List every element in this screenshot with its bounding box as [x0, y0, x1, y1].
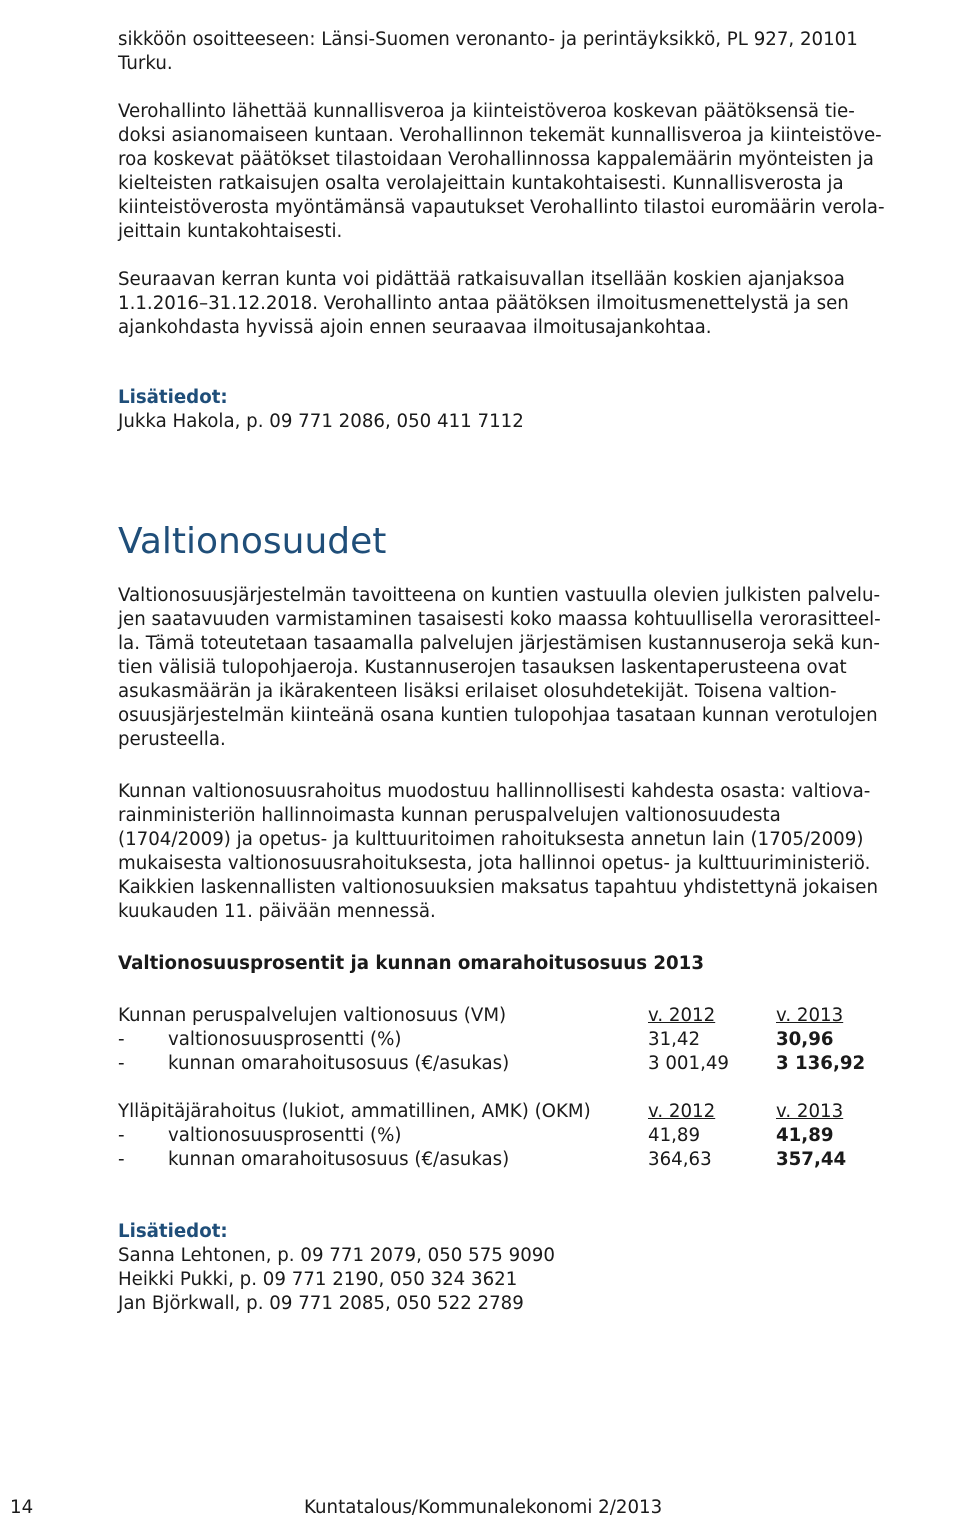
publication-name: Kuntatalous/Kommunalekonomi 2/2013 — [304, 1497, 663, 1518]
text-line: rainministeriön hallinnoimasta kunnan peruspalvelujen valtionosuudesta — [118, 805, 781, 826]
value-2013: 357,44 — [776, 1149, 847, 1170]
row-label: valtionosuusprosentti (%) — [168, 1125, 402, 1146]
text-line: ajankohdasta hyvissä ajoin ennen seuraavaa ilmoitusajankohtaa. — [118, 317, 712, 338]
dash-marker: - — [118, 1149, 125, 1170]
text-line: la. Tämä toteutetaan tasaamalla palvelujen järjestämisen kustannuseroja sekä kun- — [118, 633, 880, 654]
page-number: 14 — [10, 1497, 34, 1518]
dash-marker: - — [118, 1125, 125, 1146]
text-line: kuukauden 11. päivään mennessä. — [118, 901, 436, 922]
info-label: Lisätiedot: — [118, 387, 228, 408]
contact-line: Heikki Pukki, p. 09 771 2190, 050 324 3621 — [118, 1269, 518, 1290]
paragraph-valtionosuus-system — [118, 584, 950, 752]
paragraph-next-period — [118, 268, 950, 340]
contact-line: Sanna Lehtonen, p. 09 771 2079, 050 575 9090 — [118, 1245, 555, 1266]
table-header-row — [118, 1100, 926, 1124]
text-line: mukaisesta valtionosuusrahoituksesta, jota hallinnoi opetus- ja kulttuuriministeriö. — [118, 853, 871, 874]
table-header-row — [118, 1004, 926, 1028]
column-header-2013: v. 2013 — [776, 1101, 844, 1122]
paragraph-valtionosuus-funding — [118, 780, 950, 924]
table-title: Valtionosuusprosentit ja kunnan omarahoitusosuus 2013 — [118, 953, 704, 974]
text-line: kiinteistöverosta myöntämänsä vapautukset Verohallinto tilastoi euromäärin verola- — [118, 197, 885, 218]
dash-marker: - — [118, 1053, 125, 1074]
column-header-2012: v. 2012 — [648, 1005, 716, 1026]
text-line: 1.1.2016–31.12.2018. Verohallinto antaa päätöksen ilmoitusmenettelystä ja sen — [118, 293, 849, 314]
value-2012: 31,42 — [648, 1029, 701, 1050]
info-label: Lisätiedot: — [118, 1221, 228, 1242]
table-header-label: Kunnan peruspalvelujen valtionosuus (VM) — [118, 1005, 507, 1026]
table-row — [118, 1148, 926, 1172]
text-line: Turku. — [118, 53, 173, 74]
text-line: Seuraavan kerran kunta voi pidättää ratkaisuvallan itsellään koskien ajanjaksoa — [118, 269, 845, 290]
column-header-2012: v. 2012 — [648, 1101, 716, 1122]
text-line: jen saatavuuden varmistaminen tasaisesti koko maassa kohtuullisella verorasitteel- — [118, 609, 881, 630]
text-line: kielteisten ratkaisujen osalta verolajeittain kuntakohtaisesti. Kunnallisverosta ja — [118, 173, 844, 194]
row-label: valtionosuusprosentti (%) — [168, 1029, 402, 1050]
row-label: kunnan omarahoitusosuus (€/asukas) — [168, 1053, 510, 1074]
table-peruspalvelut — [118, 1004, 926, 1076]
value-2012: 364,63 — [648, 1149, 712, 1170]
row-label: kunnan omarahoitusosuus (€/asukas) — [168, 1149, 510, 1170]
contact-line: Jan Björkwall, p. 09 771 2085, 050 522 2789 — [118, 1293, 524, 1314]
value-2013: 30,96 — [776, 1029, 834, 1050]
table-header-label: Ylläpitäjärahoitus (lukiot, ammatillinen, AMK) (OKM) — [118, 1101, 591, 1122]
info-contacts — [118, 1244, 950, 1316]
value-2012: 3 001,49 — [648, 1053, 729, 1074]
text-line: Kunnan valtionosuusrahoitus muodostuu hallinnollisesti kahdesta osasta: valtiova- — [118, 781, 871, 802]
info-contact: Jukka Hakola, p. 09 771 2086, 050 411 7112 — [118, 411, 524, 432]
value-2012: 41,89 — [648, 1125, 701, 1146]
value-2013: 3 136,92 — [776, 1053, 866, 1074]
text-line: sikköön osoitteeseen: Länsi-Suomen veronanto- ja perintäyksikkö, PL 927, 20101 — [118, 29, 858, 50]
section-title: Valtionosuudet — [118, 521, 387, 562]
paragraph-decisions — [118, 100, 950, 244]
text-line: asukasmäärän ja ikärakenteen lisäksi erilaiset olosuhdetekijät. Toisena valtion- — [118, 681, 837, 702]
text-line: Verohallinto lähettää kunnallisveroa ja kiinteistöveroa koskevan päätöksensä tie- — [118, 101, 855, 122]
text-line: roa koskevat päätökset tilastoidaan Verohallinnossa kappalemäärin myönteisten ja — [118, 149, 874, 170]
table-row — [118, 1052, 926, 1076]
dash-marker: - — [118, 1029, 125, 1050]
paragraph-address — [118, 28, 950, 76]
text-line: (1704/2009) ja opetus- ja kulttuuritoimen rahoituksesta annetun lain (1705/2009) — [118, 829, 864, 850]
text-line: Valtionosuusjärjestelmän tavoitteena on kuntien vastuulla olevien julkisten palvelu- — [118, 585, 881, 606]
column-header-2013: v. 2013 — [776, 1005, 844, 1026]
table-row — [118, 1028, 926, 1052]
text-line: Kaikkien laskennallisten valtionosuuksien maksatus tapahtuu yhdistettynä jokaisen — [118, 877, 878, 898]
document-page — [118, 28, 950, 1316]
text-line: jeittain kuntakohtaisesti. — [118, 221, 343, 242]
text-line: doksi asianomaiseen kuntaan. Verohallinnon tekemät kunnallisveroa ja kiinteistöve- — [118, 125, 882, 146]
text-line: osuusjärjestelmän kiinteänä osana kuntien tulopohjaa tasataan kunnan verotulojen — [118, 705, 878, 726]
table-yllapitajarahoitus — [118, 1100, 926, 1172]
table-row — [118, 1124, 926, 1148]
text-line: tien välisiä tulopohjaeroja. Kustannuserojen tasauksen laskentaperusteena ovat — [118, 657, 847, 678]
value-2013: 41,89 — [776, 1125, 834, 1146]
text-line: perusteella. — [118, 729, 226, 750]
